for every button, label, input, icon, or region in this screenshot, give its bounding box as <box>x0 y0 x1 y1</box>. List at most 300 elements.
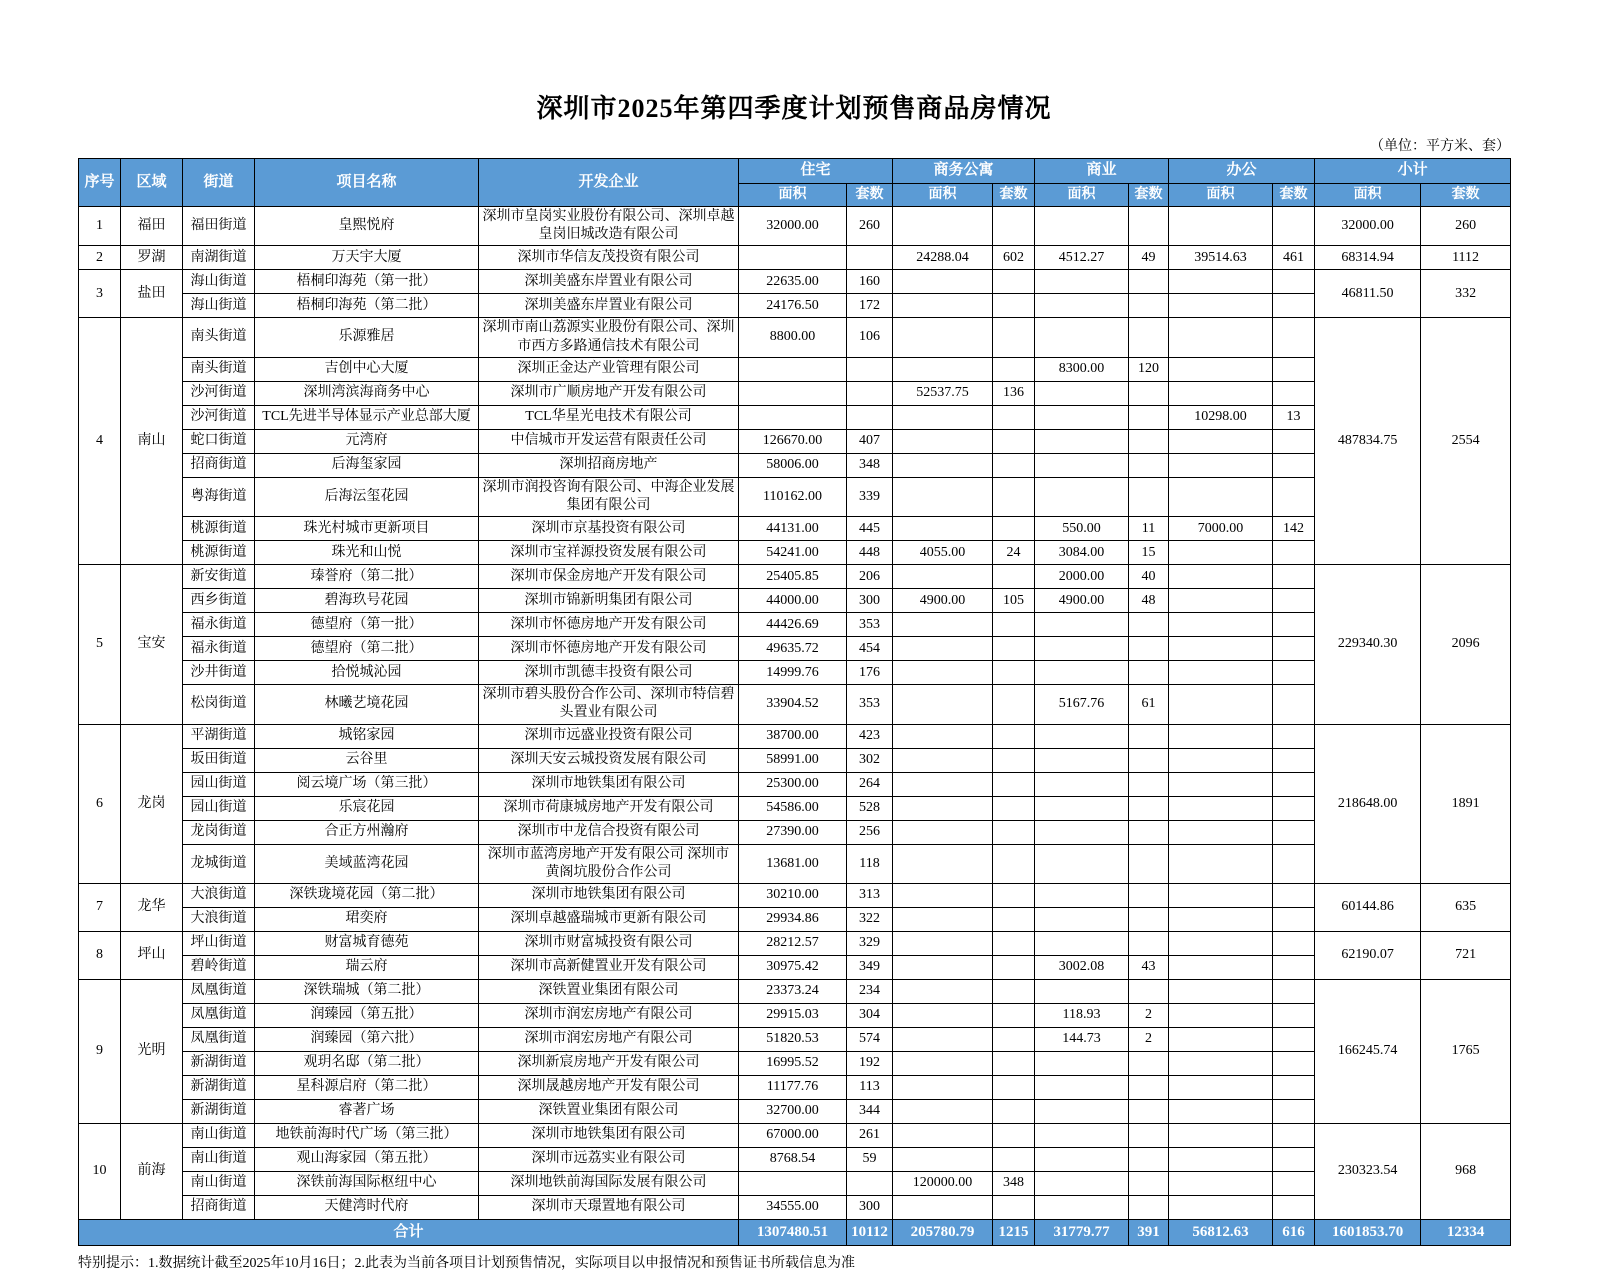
header-row-groups <box>79 159 1511 184</box>
commercial-area-cell <box>1035 907 1129 931</box>
commercial-area-cell <box>1035 381 1129 405</box>
street-cell: 沙井街道 <box>183 661 255 685</box>
residential-units-cell: 528 <box>847 796 893 820</box>
residential-area-cell: 32700.00 <box>739 1099 847 1123</box>
apartment-area-cell <box>893 1123 993 1147</box>
commercial-area-cell <box>1035 613 1129 637</box>
commercial-area-cell <box>1035 772 1129 796</box>
total-residential-units: 10112 <box>847 1219 893 1245</box>
unit-note: （单位：平方米、套） <box>1370 139 1510 154</box>
commercial-area-cell: 550.00 <box>1035 517 1129 541</box>
subtotal-units-cell: 1891 <box>1421 724 1511 883</box>
row-no-cell: 10 <box>79 1123 121 1219</box>
office-area-cell <box>1169 1195 1273 1219</box>
project-cell: 德望府（第二批） <box>255 637 479 661</box>
commercial-area-cell <box>1035 1147 1129 1171</box>
commercial-area-cell <box>1035 796 1129 820</box>
residential-area-cell <box>739 357 847 381</box>
apartment-area-cell <box>893 931 993 955</box>
project-cell: TCL先进半导体显示产业总部大厦 <box>255 405 479 429</box>
office-area-cell <box>1169 661 1273 685</box>
commercial-area-cell <box>1035 1195 1129 1219</box>
residential-units-cell: 423 <box>847 724 893 748</box>
residential-units-cell: 349 <box>847 955 893 979</box>
residential-units-cell: 261 <box>847 1123 893 1147</box>
project-cell: 云谷里 <box>255 748 479 772</box>
table-row <box>79 246 1511 270</box>
office-units-cell <box>1273 637 1315 661</box>
residential-area-cell: 29934.86 <box>739 907 847 931</box>
table-row <box>79 637 1511 661</box>
commercial-area-cell <box>1035 453 1129 477</box>
commercial-units-cell <box>1129 1147 1169 1171</box>
table-row <box>79 1123 1511 1147</box>
commercial-units-cell: 43 <box>1129 955 1169 979</box>
apartment-units-cell <box>993 1003 1035 1027</box>
developer-cell: 深圳卓越盛瑞城市更新有限公司 <box>479 907 739 931</box>
project-cell: 珠光和山悦 <box>255 541 479 565</box>
office-area-cell <box>1169 820 1273 844</box>
table-row <box>79 796 1511 820</box>
developer-cell: 深圳市南山荔源实业股份有限公司、深圳市西方多路通信技术有限公司 <box>479 318 739 357</box>
project-cell: 珠光村城市更新项目 <box>255 517 479 541</box>
apartment-units-cell <box>993 613 1035 637</box>
row-no-cell: 4 <box>79 318 121 565</box>
office-area-cell <box>1169 931 1273 955</box>
table-row <box>79 357 1511 381</box>
apartment-area-cell <box>893 637 993 661</box>
commercial-area-cell <box>1035 748 1129 772</box>
residential-units-cell: 300 <box>847 589 893 613</box>
residential-units-cell: 264 <box>847 772 893 796</box>
project-cell: 梧桐印海苑（第二批） <box>255 294 479 318</box>
developer-cell: 深圳市润宏房地产有限公司 <box>479 1027 739 1051</box>
table-row <box>79 1003 1511 1027</box>
table-row <box>79 1027 1511 1051</box>
district-cell: 光明 <box>121 979 183 1123</box>
subtotal-units-cell: 721 <box>1421 931 1511 979</box>
residential-area-cell: 67000.00 <box>739 1123 847 1147</box>
office-area-cell <box>1169 1099 1273 1123</box>
subtotal-units-cell: 2554 <box>1421 318 1511 565</box>
residential-units-cell: 206 <box>847 565 893 589</box>
office-area-cell <box>1169 1051 1273 1075</box>
street-cell: 凤凰街道 <box>183 1003 255 1027</box>
residential-area-cell: 54586.00 <box>739 796 847 820</box>
apartment-area-cell <box>893 724 993 748</box>
apartment-area-cell <box>893 883 993 907</box>
residential-units-cell: 160 <box>847 270 893 294</box>
table-row <box>79 318 1511 357</box>
office-area-cell <box>1169 685 1273 724</box>
table-row <box>79 405 1511 429</box>
developer-cell: 深圳市中龙信合投资有限公司 <box>479 820 739 844</box>
office-units-cell <box>1273 429 1315 453</box>
apartment-area-cell <box>893 955 993 979</box>
subtotal-area-cell: 62190.07 <box>1315 931 1421 979</box>
subtotal-units-cell: 2096 <box>1421 565 1511 724</box>
total-subtotal-units: 12334 <box>1421 1219 1511 1245</box>
apartment-area-cell <box>893 477 993 516</box>
residential-area-cell: 11177.76 <box>739 1075 847 1099</box>
residential-area-cell: 44000.00 <box>739 589 847 613</box>
commercial-units-cell: 2 <box>1129 1003 1169 1027</box>
street-cell: 园山街道 <box>183 772 255 796</box>
commercial-units-cell: 49 <box>1129 246 1169 270</box>
col-header-area: 面积 <box>893 184 993 207</box>
project-cell: 深铁瑞城（第二批） <box>255 979 479 1003</box>
table-row <box>79 907 1511 931</box>
col-header-units: 套数 <box>1421 184 1511 207</box>
subtotal-area-cell: 218648.00 <box>1315 724 1421 883</box>
apartment-units-cell <box>993 294 1035 318</box>
row-no-cell: 5 <box>79 565 121 724</box>
col-header-no: 序号 <box>79 159 121 207</box>
table-row <box>79 1051 1511 1075</box>
street-cell: 桃源街道 <box>183 541 255 565</box>
table-row <box>79 661 1511 685</box>
commercial-area-cell <box>1035 931 1129 955</box>
commercial-units-cell: 11 <box>1129 517 1169 541</box>
commercial-area-cell <box>1035 820 1129 844</box>
apartment-units-cell <box>993 931 1035 955</box>
office-units-cell <box>1273 1099 1315 1123</box>
office-units-cell <box>1273 613 1315 637</box>
table-row <box>79 613 1511 637</box>
office-area-cell <box>1169 844 1273 883</box>
residential-units-cell: 353 <box>847 613 893 637</box>
commercial-area-cell <box>1035 979 1129 1003</box>
col-group-office: 办公 <box>1169 159 1315 184</box>
office-units-cell <box>1273 1051 1315 1075</box>
apartment-area-cell <box>893 453 993 477</box>
residential-area-cell <box>739 405 847 429</box>
subtotal-units-cell: 332 <box>1421 270 1511 318</box>
project-cell: 城铭家园 <box>255 724 479 748</box>
commercial-units-cell <box>1129 477 1169 516</box>
district-cell: 盐田 <box>121 270 183 318</box>
commercial-units-cell <box>1129 979 1169 1003</box>
apartment-area-cell <box>893 270 993 294</box>
residential-units-cell: 454 <box>847 637 893 661</box>
commercial-area-cell <box>1035 429 1129 453</box>
developer-cell: 深圳市天璟置地有限公司 <box>479 1195 739 1219</box>
apartment-area-cell <box>893 844 993 883</box>
table-row <box>79 955 1511 979</box>
residential-units-cell: 344 <box>847 1099 893 1123</box>
developer-cell: 深铁置业集团有限公司 <box>479 1099 739 1123</box>
developer-cell: 深铁置业集团有限公司 <box>479 979 739 1003</box>
apartment-units-cell <box>993 724 1035 748</box>
commercial-area-cell: 2000.00 <box>1035 565 1129 589</box>
street-cell: 福永街道 <box>183 613 255 637</box>
apartment-area-cell <box>893 565 993 589</box>
office-area-cell <box>1169 381 1273 405</box>
total-residential-area: 1307480.51 <box>739 1219 847 1245</box>
table-row <box>79 820 1511 844</box>
col-group-residential: 住宅 <box>739 159 893 184</box>
table-row <box>79 685 1511 724</box>
apartment-units-cell <box>993 517 1035 541</box>
project-cell: 后海沄玺花园 <box>255 477 479 516</box>
col-header-street: 街道 <box>183 159 255 207</box>
subtotal-area-cell: 32000.00 <box>1315 207 1421 246</box>
office-area-cell <box>1169 1171 1273 1195</box>
residential-area-cell: 25300.00 <box>739 772 847 796</box>
apartment-units-cell <box>993 405 1035 429</box>
commercial-units-cell <box>1129 405 1169 429</box>
residential-area-cell: 14999.76 <box>739 661 847 685</box>
residential-area-cell <box>739 381 847 405</box>
apartment-area-cell <box>893 1195 993 1219</box>
developer-cell: 深圳招商房地产 <box>479 453 739 477</box>
developer-cell: 深圳市保金房地产开发有限公司 <box>479 565 739 589</box>
residential-area-cell: 8800.00 <box>739 318 847 357</box>
apartment-area-cell <box>893 1075 993 1099</box>
office-area-cell <box>1169 1147 1273 1171</box>
office-area-cell <box>1169 1123 1273 1147</box>
developer-cell: 深圳市怀德房地产开发有限公司 <box>479 613 739 637</box>
residential-units-cell: 313 <box>847 883 893 907</box>
apartment-units-cell <box>993 796 1035 820</box>
developer-cell: 深圳市怀德房地产开发有限公司 <box>479 637 739 661</box>
project-cell: 观山海家园（第五批） <box>255 1147 479 1171</box>
developer-cell: 深圳市财富城投资有限公司 <box>479 931 739 955</box>
residential-units-cell <box>847 1171 893 1195</box>
developer-cell: 深圳市皇岗实业股份有限公司、深圳卓越皇岗旧城改造有限公司 <box>479 207 739 246</box>
apartment-units-cell: 136 <box>993 381 1035 405</box>
apartment-area-cell <box>893 613 993 637</box>
table-row <box>79 294 1511 318</box>
developer-cell: 深圳市地铁集团有限公司 <box>479 772 739 796</box>
col-header-area: 面积 <box>739 184 847 207</box>
street-cell: 招商街道 <box>183 453 255 477</box>
street-cell: 南山街道 <box>183 1123 255 1147</box>
residential-area-cell: 110162.00 <box>739 477 847 516</box>
street-cell: 大浪街道 <box>183 883 255 907</box>
table-row <box>79 589 1511 613</box>
residential-units-cell <box>847 246 893 270</box>
developer-cell: 深圳美盛东岸置业有限公司 <box>479 270 739 294</box>
residential-area-cell <box>739 246 847 270</box>
street-cell: 南湖街道 <box>183 246 255 270</box>
residential-area-cell: 58006.00 <box>739 453 847 477</box>
row-no-cell: 6 <box>79 724 121 883</box>
commercial-units-cell <box>1129 453 1169 477</box>
office-area-cell <box>1169 772 1273 796</box>
street-cell: 凤凰街道 <box>183 979 255 1003</box>
apartment-area-cell <box>893 1147 993 1171</box>
residential-area-cell: 13681.00 <box>739 844 847 883</box>
subtotal-area-cell: 166245.74 <box>1315 979 1421 1123</box>
apartment-units-cell <box>993 453 1035 477</box>
project-cell: 元湾府 <box>255 429 479 453</box>
project-cell: 星科源启府（第二批） <box>255 1075 479 1099</box>
col-header-units: 套数 <box>1129 184 1169 207</box>
office-area-cell <box>1169 1003 1273 1027</box>
table-row <box>79 541 1511 565</box>
total-office-area: 56812.63 <box>1169 1219 1273 1245</box>
project-cell: 观玥名邸（第二批） <box>255 1051 479 1075</box>
total-subtotal-area: 1601853.70 <box>1315 1219 1421 1245</box>
street-cell: 粤海街道 <box>183 477 255 516</box>
apartment-area-cell <box>893 661 993 685</box>
office-area-cell <box>1169 724 1273 748</box>
residential-area-cell: 16995.52 <box>739 1051 847 1075</box>
apartment-area-cell <box>893 517 993 541</box>
street-cell: 招商街道 <box>183 1195 255 1219</box>
developer-cell: 深圳美盛东岸置业有限公司 <box>479 294 739 318</box>
office-units-cell <box>1273 979 1315 1003</box>
apartment-area-cell <box>893 1003 993 1027</box>
street-cell: 新湖街道 <box>183 1051 255 1075</box>
project-cell: 财富城育德苑 <box>255 931 479 955</box>
office-area-cell: 39514.63 <box>1169 246 1273 270</box>
office-area-cell <box>1169 979 1273 1003</box>
project-cell: 深铁前海国际枢纽中心 <box>255 1171 479 1195</box>
apartment-area-cell: 4055.00 <box>893 541 993 565</box>
street-cell: 南山街道 <box>183 1171 255 1195</box>
residential-area-cell: 30210.00 <box>739 883 847 907</box>
table-row <box>79 883 1511 907</box>
commercial-area-cell <box>1035 1075 1129 1099</box>
row-no-cell: 8 <box>79 931 121 979</box>
commercial-area-cell <box>1035 1051 1129 1075</box>
residential-area-cell: 28212.57 <box>739 931 847 955</box>
district-cell: 龙华 <box>121 883 183 931</box>
residential-units-cell: 302 <box>847 748 893 772</box>
commercial-units-cell <box>1129 429 1169 453</box>
office-units-cell <box>1273 541 1315 565</box>
apartment-area-cell <box>893 429 993 453</box>
project-cell: 瑧誉府（第二批） <box>255 565 479 589</box>
project-cell: 深圳湾滨海商务中心 <box>255 381 479 405</box>
subtotal-units-cell: 635 <box>1421 883 1511 931</box>
commercial-units-cell <box>1129 318 1169 357</box>
apartment-area-cell <box>893 207 993 246</box>
developer-cell: 深圳市蓝湾房地产开发有限公司 深圳市黄阁坑股份合作公司 <box>479 844 739 883</box>
project-cell: 拾悦城沁园 <box>255 661 479 685</box>
footer-note: 特别提示：1.数据统计截至2025年10月16日；2.此表为当前各项目计划预售情况，实际项目以申报情况和预售证书所载信息为准 <box>78 1255 855 1271</box>
commercial-area-cell: 3084.00 <box>1035 541 1129 565</box>
residential-area-cell: 49635.72 <box>739 637 847 661</box>
residential-units-cell: 445 <box>847 517 893 541</box>
col-header-developer: 开发企业 <box>479 159 739 207</box>
office-area-cell <box>1169 565 1273 589</box>
office-area-cell: 7000.00 <box>1169 517 1273 541</box>
office-units-cell <box>1273 724 1315 748</box>
subtotal-area-cell: 46811.50 <box>1315 270 1421 318</box>
total-commercial-units: 391 <box>1129 1219 1169 1245</box>
street-cell: 沙河街道 <box>183 405 255 429</box>
apartment-area-cell <box>893 979 993 1003</box>
residential-units-cell: 353 <box>847 685 893 724</box>
apartment-area-cell <box>893 796 993 820</box>
office-units-cell <box>1273 796 1315 820</box>
residential-units-cell: 192 <box>847 1051 893 1075</box>
developer-cell: 深圳市地铁集团有限公司 <box>479 1123 739 1147</box>
commercial-area-cell <box>1035 883 1129 907</box>
apartment-units-cell <box>993 1075 1035 1099</box>
office-units-cell <box>1273 907 1315 931</box>
apartment-units-cell <box>993 748 1035 772</box>
apartment-area-cell <box>893 294 993 318</box>
project-cell: 吉创中心大厦 <box>255 357 479 381</box>
commercial-units-cell <box>1129 613 1169 637</box>
office-units-cell <box>1273 931 1315 955</box>
project-cell: 林曦艺境花园 <box>255 685 479 724</box>
table-row <box>79 1171 1511 1195</box>
residential-units-cell: 322 <box>847 907 893 931</box>
commercial-area-cell: 8300.00 <box>1035 357 1129 381</box>
commercial-area-cell <box>1035 1123 1129 1147</box>
developer-cell: 深圳市润投咨询有限公司、中海企业发展集团有限公司 <box>479 477 739 516</box>
residential-units-cell: 574 <box>847 1027 893 1051</box>
project-cell: 润臻园（第六批） <box>255 1027 479 1051</box>
table-row <box>79 748 1511 772</box>
commercial-area-cell: 118.93 <box>1035 1003 1129 1027</box>
commercial-units-cell <box>1129 772 1169 796</box>
col-header-units: 套数 <box>1273 184 1315 207</box>
commercial-units-cell <box>1129 661 1169 685</box>
row-no-cell: 2 <box>79 246 121 270</box>
commercial-units-cell: 61 <box>1129 685 1169 724</box>
total-commercial-area: 31779.77 <box>1035 1219 1129 1245</box>
project-cell: 乐源雅居 <box>255 318 479 357</box>
street-cell: 龙岗街道 <box>183 820 255 844</box>
residential-units-cell <box>847 357 893 381</box>
col-header-units: 套数 <box>847 184 893 207</box>
developer-cell: 深圳地铁前海国际发展有限公司 <box>479 1171 739 1195</box>
apartment-area-cell <box>893 318 993 357</box>
developer-cell: 深圳市京基投资有限公司 <box>479 517 739 541</box>
table-row <box>79 1075 1511 1099</box>
table-row <box>79 565 1511 589</box>
office-units-cell <box>1273 1003 1315 1027</box>
street-cell: 南头街道 <box>183 318 255 357</box>
apartment-units-cell <box>993 844 1035 883</box>
developer-cell: 深圳正金达产业管理有限公司 <box>479 357 739 381</box>
apartment-area-cell <box>893 748 993 772</box>
residential-units-cell: 59 <box>847 1147 893 1171</box>
commercial-units-cell <box>1129 1075 1169 1099</box>
developer-cell: 深圳市凯德丰投资有限公司 <box>479 661 739 685</box>
residential-units-cell <box>847 381 893 405</box>
table-row <box>79 517 1511 541</box>
commercial-area-cell <box>1035 207 1129 246</box>
office-area-cell <box>1169 429 1273 453</box>
apartment-units-cell: 24 <box>993 541 1035 565</box>
office-units-cell <box>1273 357 1315 381</box>
commercial-area-cell: 3002.08 <box>1035 955 1129 979</box>
street-cell: 新湖街道 <box>183 1099 255 1123</box>
office-units-cell <box>1273 820 1315 844</box>
commercial-area-cell <box>1035 294 1129 318</box>
apartment-units-cell <box>993 907 1035 931</box>
office-area-cell <box>1169 318 1273 357</box>
commercial-units-cell <box>1129 796 1169 820</box>
commercial-area-cell <box>1035 477 1129 516</box>
office-area-cell <box>1169 589 1273 613</box>
street-cell: 大浪街道 <box>183 907 255 931</box>
residential-area-cell: 22635.00 <box>739 270 847 294</box>
commercial-units-cell <box>1129 820 1169 844</box>
street-cell: 园山街道 <box>183 796 255 820</box>
street-cell: 坪山街道 <box>183 931 255 955</box>
col-group-commercial: 商业 <box>1035 159 1169 184</box>
apartment-area-cell <box>893 1051 993 1075</box>
office-units-cell <box>1273 883 1315 907</box>
